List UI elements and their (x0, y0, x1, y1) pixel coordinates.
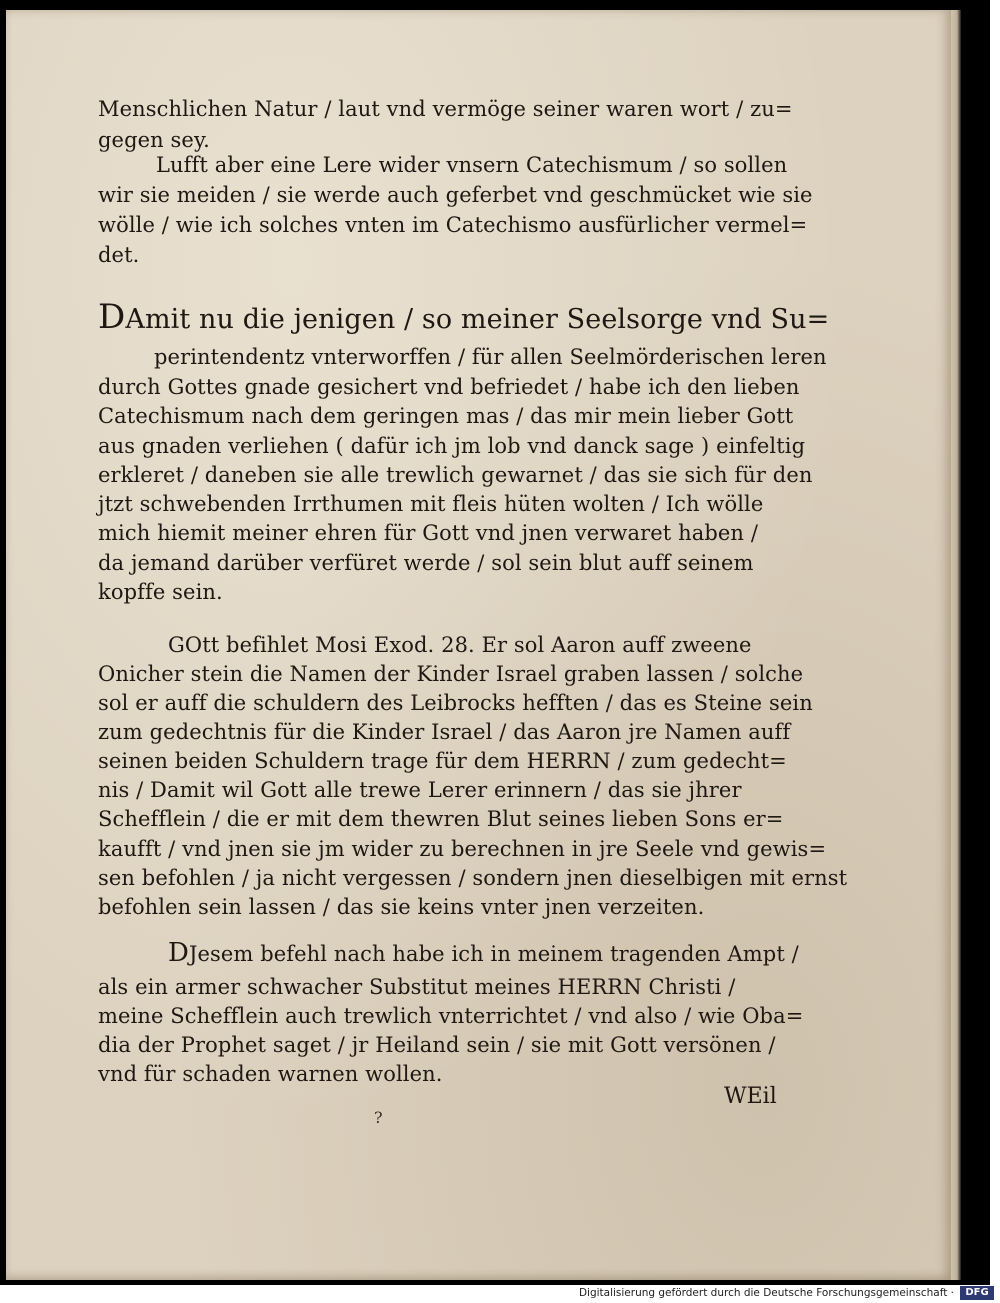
text-line: Menschlichen Natur / laut vnd vermöge seiner waren wort / zu= (98, 97, 793, 121)
catchword: WEil (724, 1084, 777, 1109)
dfg-logo: DFG (960, 1286, 994, 1300)
text-line: sen befohlen / ja nicht vergessen / sondern jnen dieselbigen mit ernst (98, 866, 848, 890)
text-line: det. (98, 243, 140, 267)
initial-letter: D (98, 297, 126, 337)
text-line: jtzt schwebenden Irrthumen mit fleis hüten wolten / Ich wölle (98, 492, 764, 516)
text-line: nis / Damit wil Gott alle trewe Lerer erinnern / das sie jhrer (98, 778, 742, 802)
text-line: aus gnaden verliehen ( dafür ich jm lob vnd danck sage ) einfeltig (98, 434, 806, 458)
digitization-credit: Digitalisierung gefördert durch die Deutsche Forschungsgemeinschaft · (578, 1287, 954, 1299)
text-line: wir sie meiden / sie werde auch geferbet vnd geschmücket wie sie (98, 183, 813, 207)
text-line: meine Schefflein auch trewlich vnterrichtet / vnd also / wie Oba= (98, 1004, 804, 1028)
initial-letter: D (168, 938, 189, 968)
text-line: seinen beiden Schuldern trage für dem HERRN / zum gedecht= (98, 749, 787, 773)
text-line: Schefflein / die er mit dem thewren Blut seines lieben Sons er= (98, 807, 784, 831)
text-line: als ein armer schwacher Substitut meines HERRN Christi / (98, 975, 736, 999)
text-line: mich hiemit meiner ehren für Gott vnd jnen verwaret haben / (98, 521, 758, 545)
text-line: Catechismum nach dem geringen mas / das mir mein lieber Gott (98, 404, 794, 428)
text-line (98, 297, 830, 337)
text-line: zum gedechtnis für die Kinder Israel / das Aaron jre Namen auff (98, 720, 791, 744)
text-line: Lufft aber eine Lere wider vnsern Catechismum / so sollen (156, 153, 788, 177)
text-line: GOtt befihlet Mosi Exod. 28. Er sol Aaron auff zweene (168, 633, 752, 657)
text-line: kopffe sein. (98, 580, 223, 604)
text-line: vnd für schaden warnen wollen. (98, 1062, 443, 1086)
text-line: sol er auff die schuldern des Leibrocks hefften / das es Steine sein (98, 691, 813, 715)
text-line: Onicher stein die Namen der Kinder Israel graben lassen / solche (98, 662, 804, 686)
ink-mark: ? (374, 1108, 383, 1127)
book-page (6, 10, 951, 1280)
text-line-content: Jesem befehl nach habe ich in meinem tragenden Ampt / (188, 942, 799, 966)
text-line: erkleret / daneben sie alle trewlich gewarnet / das sie sich für den (98, 463, 813, 487)
text-line-content: Amit nu die jenigen / so meiner Seelsorge vnd Su= (125, 304, 830, 335)
text-line: da jemand darüber verfüret werde / sol sein blut auff seinem (98, 551, 754, 575)
text-line: perintendentz vnterworffen / für allen Seelmörderischen leren (154, 345, 827, 369)
text-line (168, 940, 799, 967)
text-line: wölle / wie ich solches vnten im Catechismo ausfürlicher vermel= (98, 213, 808, 237)
text-line: durch Gottes gnade gesichert vnd befriedet / habe ich den lieben (98, 375, 800, 399)
page-edge (951, 10, 961, 1280)
text-line: kaufft / vnd jnen sie jm wider zu berechnen in jre Seele vnd gewis= (98, 837, 827, 861)
text-line: dia der Prophet saget / jr Heiland sein / sie mit Gott versönen / (98, 1033, 776, 1057)
text-line: befohlen sein lassen / das sie keins vnter jnen verzeiten. (98, 895, 705, 919)
text-line: gegen sey. (98, 128, 210, 152)
